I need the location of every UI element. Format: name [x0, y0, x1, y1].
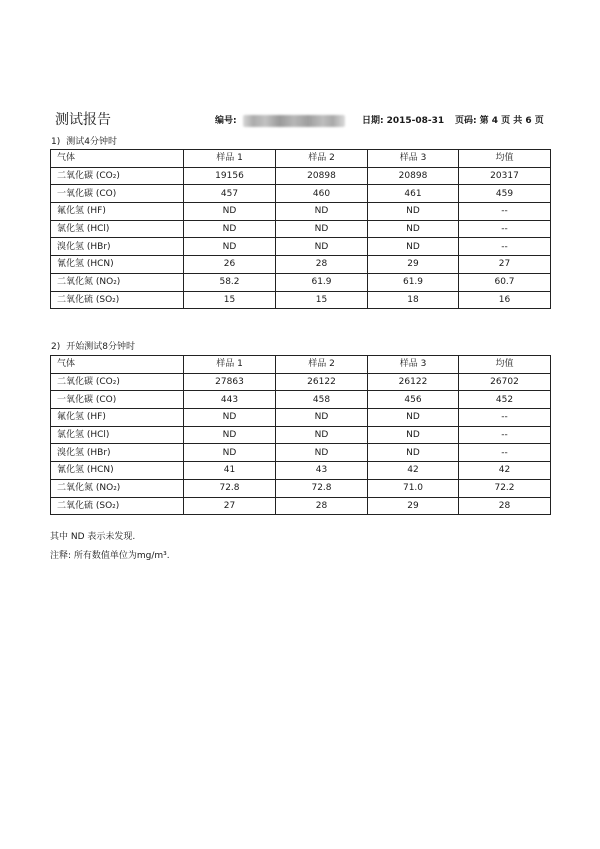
- average-value-cell: 72.2: [459, 479, 551, 497]
- table-row: [51, 273, 551, 291]
- table-row: [51, 479, 551, 497]
- sample-1-value-cell: ND: [184, 220, 276, 238]
- table-row: [51, 444, 551, 462]
- nd-footnote: 其中 ND 表示未发现.: [50, 532, 136, 542]
- table-row: [51, 291, 551, 309]
- average-value-cell: --: [459, 426, 551, 444]
- sample-2-value-cell: 43: [276, 462, 368, 480]
- sample-1-value-cell: ND: [184, 426, 276, 444]
- sample-3-value-cell: ND: [368, 220, 459, 238]
- gas-name-cell: 一氧化碳 (CO): [51, 391, 184, 409]
- sample-3-value-cell: 29: [368, 256, 459, 274]
- sample-1-value-cell: ND: [184, 444, 276, 462]
- gas-name-cell: 氯化氢 (HCl): [51, 220, 184, 238]
- table-header-row: [51, 356, 551, 374]
- sample-3-value-cell: ND: [368, 203, 459, 221]
- sample-2-value-cell: 72.8: [276, 479, 368, 497]
- column-header-average: 均值: [459, 150, 551, 168]
- column-header-gas: 气体: [51, 150, 184, 168]
- section-heading-2: [51, 341, 135, 353]
- column-header-sample-3: 样品 3: [368, 356, 459, 374]
- sample-1-value-cell: 27863: [184, 373, 276, 391]
- sample-1-value-cell: 41: [184, 462, 276, 480]
- sample-2-value-cell: ND: [276, 426, 368, 444]
- sample-3-value-cell: ND: [368, 409, 459, 427]
- average-value-cell: 27: [459, 256, 551, 274]
- gas-name-cell: 溴化氢 (HBr): [51, 444, 184, 462]
- average-value-cell: 452: [459, 391, 551, 409]
- gas-name-cell: 氟化氢 (HF): [51, 203, 184, 221]
- average-value-cell: 16: [459, 291, 551, 309]
- table-row: [51, 426, 551, 444]
- sample-3-value-cell: 456: [368, 391, 459, 409]
- column-header-sample-3: 样品 3: [368, 150, 459, 168]
- sample-1-value-cell: 26: [184, 256, 276, 274]
- section-number: 1): [51, 137, 61, 147]
- sample-3-value-cell: 42: [368, 462, 459, 480]
- column-header-sample-1: 样品 1: [184, 356, 276, 374]
- sample-2-value-cell: ND: [276, 409, 368, 427]
- page-number: [455, 115, 544, 127]
- sample-1-value-cell: 27: [184, 497, 276, 515]
- table-row: [51, 203, 551, 221]
- sample-3-value-cell: ND: [368, 238, 459, 256]
- table-row: [51, 220, 551, 238]
- gas-name-cell: 氰化氢 (HCN): [51, 256, 184, 274]
- gas-name-cell: 一氧化碳 (CO): [51, 185, 184, 203]
- sample-2-value-cell: 28: [276, 497, 368, 515]
- section-title: 开始测试8分钟时: [66, 342, 135, 352]
- table-row: [51, 409, 551, 427]
- average-value-cell: --: [459, 409, 551, 427]
- sample-3-value-cell: 71.0: [368, 479, 459, 497]
- average-value-cell: 42: [459, 462, 551, 480]
- section-heading-1: [51, 136, 117, 148]
- sample-1-value-cell: ND: [184, 238, 276, 256]
- sample-1-value-cell: 19156: [184, 167, 276, 185]
- sample-3-value-cell: 18: [368, 291, 459, 309]
- sample-2-value-cell: 61.9: [276, 273, 368, 291]
- report-title: 测试报告: [55, 112, 111, 128]
- table-row: [51, 167, 551, 185]
- column-header-sample-2: 样品 2: [276, 150, 368, 168]
- page-label: 页码:: [455, 116, 477, 126]
- date-label: 日期:: [362, 116, 384, 126]
- gas-name-cell: 二氧化碳 (CO₂): [51, 167, 184, 185]
- gas-name-cell: 溴化氢 (HBr): [51, 238, 184, 256]
- sample-3-value-cell: 61.9: [368, 273, 459, 291]
- column-header-average: 均值: [459, 356, 551, 374]
- sample-1-value-cell: 72.8: [184, 479, 276, 497]
- gas-name-cell: 二氧化硫 (SO₂): [51, 497, 184, 515]
- gas-name-cell: 二氧化氮 (NO₂): [51, 479, 184, 497]
- gas-name-cell: 氟化氢 (HF): [51, 409, 184, 427]
- sample-3-value-cell: 29: [368, 497, 459, 515]
- section-title: 测试4分钟时: [66, 137, 117, 147]
- sample-2-value-cell: 20898: [276, 167, 368, 185]
- sample-3-value-cell: ND: [368, 426, 459, 444]
- sample-1-value-cell: 457: [184, 185, 276, 203]
- serial-number-label: 编号:: [215, 116, 237, 126]
- sample-2-value-cell: ND: [276, 203, 368, 221]
- sample-2-value-cell: 460: [276, 185, 368, 203]
- table-row: [51, 462, 551, 480]
- column-header-sample-1: 样品 1: [184, 150, 276, 168]
- sample-3-value-cell: 26122: [368, 373, 459, 391]
- sample-2-value-cell: 458: [276, 391, 368, 409]
- average-value-cell: --: [459, 444, 551, 462]
- units-footnote: 注释: 所有数值单位为mg/m³.: [50, 551, 170, 561]
- column-header-sample-2: 样品 2: [276, 356, 368, 374]
- average-value-cell: 20317: [459, 167, 551, 185]
- sample-1-value-cell: 58.2: [184, 273, 276, 291]
- average-value-cell: --: [459, 203, 551, 221]
- table-header-row: [51, 150, 551, 168]
- average-value-cell: --: [459, 238, 551, 256]
- average-value-cell: 28: [459, 497, 551, 515]
- sample-3-value-cell: 20898: [368, 167, 459, 185]
- gas-name-cell: 二氧化碳 (CO₂): [51, 373, 184, 391]
- table-row: [51, 256, 551, 274]
- sample-3-value-cell: ND: [368, 444, 459, 462]
- page-value: 第 4 页 共 6 页: [479, 116, 544, 126]
- date-value: 2015-08-31: [386, 116, 445, 126]
- table-row: [51, 373, 551, 391]
- table-row: [51, 497, 551, 515]
- average-value-cell: 459: [459, 185, 551, 203]
- results-table-8min: [50, 355, 551, 515]
- section-number: 2): [51, 342, 61, 352]
- average-value-cell: --: [459, 220, 551, 238]
- report-date: [362, 115, 444, 127]
- sample-1-value-cell: 443: [184, 391, 276, 409]
- average-value-cell: 60.7: [459, 273, 551, 291]
- sample-2-value-cell: ND: [276, 220, 368, 238]
- gas-name-cell: 二氧化硫 (SO₂): [51, 291, 184, 309]
- sample-1-value-cell: 15: [184, 291, 276, 309]
- average-value-cell: 26702: [459, 373, 551, 391]
- table-row: [51, 238, 551, 256]
- sample-1-value-cell: ND: [184, 203, 276, 221]
- table-row: [51, 185, 551, 203]
- gas-name-cell: 二氧化氮 (NO₂): [51, 273, 184, 291]
- sample-2-value-cell: ND: [276, 238, 368, 256]
- gas-name-cell: 氰化氢 (HCN): [51, 462, 184, 480]
- table-row: [51, 391, 551, 409]
- sample-2-value-cell: 26122: [276, 373, 368, 391]
- results-table-4min: [50, 149, 551, 309]
- sample-2-value-cell: 28: [276, 256, 368, 274]
- sample-2-value-cell: ND: [276, 444, 368, 462]
- gas-name-cell: 氯化氢 (HCl): [51, 426, 184, 444]
- sample-3-value-cell: 461: [368, 185, 459, 203]
- sample-2-value-cell: 15: [276, 291, 368, 309]
- column-header-gas: 气体: [51, 356, 184, 374]
- sample-1-value-cell: ND: [184, 409, 276, 427]
- redacted-serial-number: [243, 115, 345, 127]
